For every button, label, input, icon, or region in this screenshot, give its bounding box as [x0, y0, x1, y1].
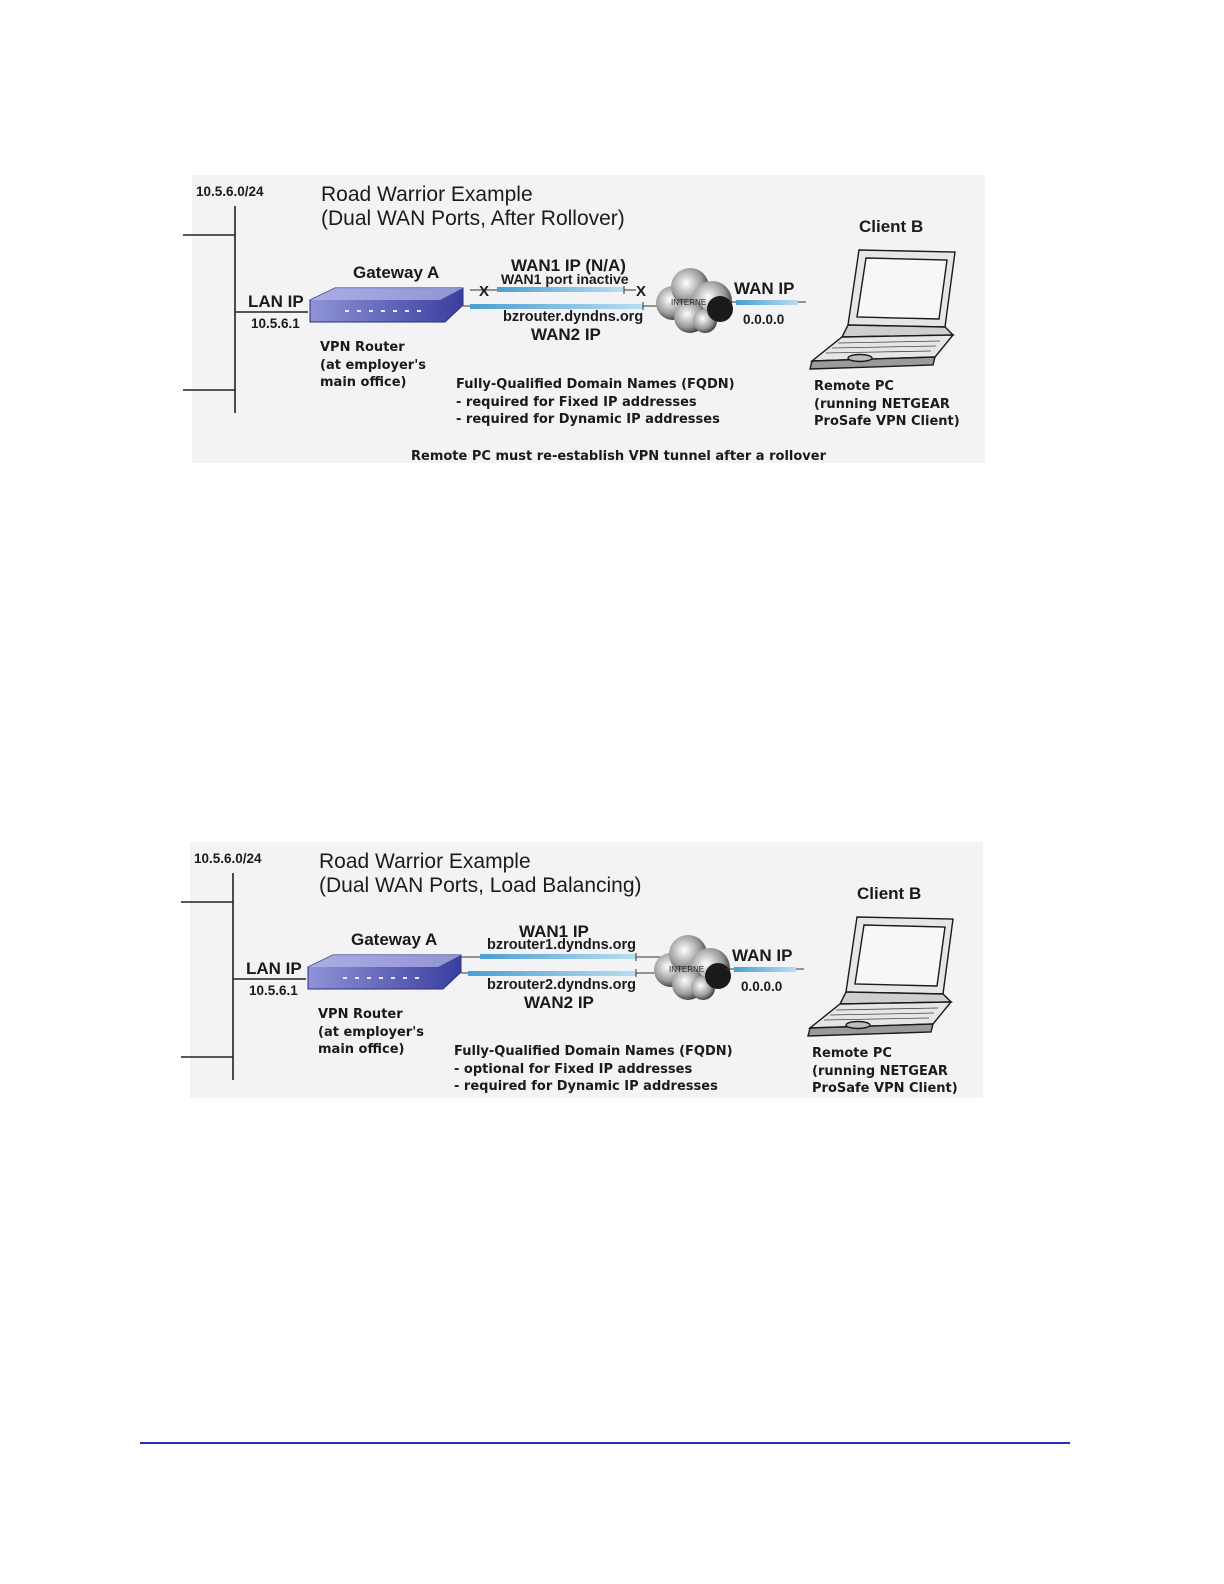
wan1-status: WAN1 port inactive: [501, 271, 629, 287]
wan2-label: WAN2 IP: [531, 325, 601, 344]
client-wan-label: WAN IP: [734, 279, 795, 298]
wan1-fail-marker-left: X: [479, 283, 490, 300]
lan-ip-value: 10.5.6.1: [249, 983, 298, 998]
remote-desc-line-3: ProSafe VPN Client): [812, 1081, 958, 1096]
remote-desc-line-2: (running NETGEAR: [812, 1063, 948, 1079]
client-wan-link: [726, 967, 804, 972]
lan-ip-label: LAN IP: [246, 959, 302, 978]
fqdn-notes: [456, 376, 735, 429]
router-icon: [308, 955, 461, 989]
router-description: [320, 339, 426, 392]
client-label: Client B: [859, 217, 924, 236]
wan2-hostname: bzrouter.dyndns.org: [503, 309, 644, 325]
fqdn-line-2: - required for Fixed IP addresses: [456, 394, 697, 410]
subnet-label: 10.5.6.0/24: [194, 851, 262, 866]
client-label: Client B: [857, 884, 922, 903]
diagram-load-balancing: [0, 842, 1224, 1162]
laptop-icon: [810, 250, 955, 369]
remote-pc-description: [812, 1045, 958, 1098]
fqdn-line-3: - required for Dynamic IP addresses: [454, 1079, 718, 1094]
wan1-link: [461, 953, 660, 961]
remote-desc-line-3: ProSafe VPN Client): [814, 414, 960, 429]
router-desc-line-1: VPN Router: [320, 340, 405, 355]
lan-ip-label: LAN IP: [248, 292, 304, 311]
router-desc-line-3: main office): [318, 1042, 405, 1057]
remote-desc-line-1: Remote PC: [812, 1046, 892, 1061]
wan1-fail-marker-right: X: [636, 283, 647, 300]
subnet-label: 10.5.6.0/24: [196, 184, 264, 199]
wan1-link-inactive: [470, 286, 636, 294]
internet-label: INTERNE: [669, 965, 705, 974]
wan2-label: WAN2 IP: [524, 993, 594, 1012]
router-desc-line-3: main office): [320, 375, 407, 390]
remote-pc-description: [814, 378, 960, 431]
internet-label: INTERNE: [671, 298, 707, 307]
router-desc-line-2: (at employer's: [320, 357, 426, 373]
diagram-subtitle: (Dual WAN Ports, Load Balancing): [319, 874, 642, 897]
router-description: [318, 1006, 424, 1059]
rollover-footnote: Remote PC must re-establish VPN tunnel after a rollover: [411, 449, 826, 464]
fqdn-line-3: - required for Dynamic IP addresses: [456, 412, 720, 427]
client-wan-ip: 0.0.0.0: [741, 979, 783, 994]
diagram-rollover: [0, 175, 1224, 495]
lan-ip-value: 10.5.6.1: [251, 316, 300, 331]
fqdn-notes: [454, 1043, 733, 1096]
remote-desc-line-1: Remote PC: [814, 379, 894, 394]
wan1-label: WAN1 IP: [519, 922, 589, 941]
router-desc-line-2: (at employer's: [318, 1024, 424, 1040]
wan1-label: WAN1 IP (N/A): [511, 256, 626, 275]
footer-rule: [140, 1442, 1070, 1444]
diagram-title: Road Warrior Example: [319, 850, 531, 873]
wan1-hostname: bzrouter1.dyndns.org: [487, 937, 637, 953]
wan2-link: [461, 969, 660, 977]
router-icon: [310, 288, 463, 322]
remote-desc-line-2: (running NETGEAR: [814, 396, 950, 412]
client-wan-link: [728, 300, 806, 305]
fqdn-line-1: Fully-Qualified Domain Names (FQDN): [456, 377, 735, 392]
diagram-title: Road Warrior Example: [321, 183, 533, 206]
gateway-label: Gateway A: [353, 263, 440, 282]
fqdn-line-1: Fully-Qualified Domain Names (FQDN): [454, 1044, 733, 1059]
wan2-hostname: bzrouter2.dyndns.org: [487, 977, 637, 993]
laptop-icon: [808, 917, 953, 1036]
fqdn-line-2: - optional for Fixed IP addresses: [454, 1061, 693, 1077]
gateway-label: Gateway A: [351, 930, 438, 949]
client-wan-ip: 0.0.0.0: [743, 312, 785, 327]
router-desc-line-1: VPN Router: [318, 1007, 403, 1022]
diagram-subtitle: (Dual WAN Ports, After Rollover): [321, 207, 625, 230]
client-wan-label: WAN IP: [732, 946, 793, 965]
